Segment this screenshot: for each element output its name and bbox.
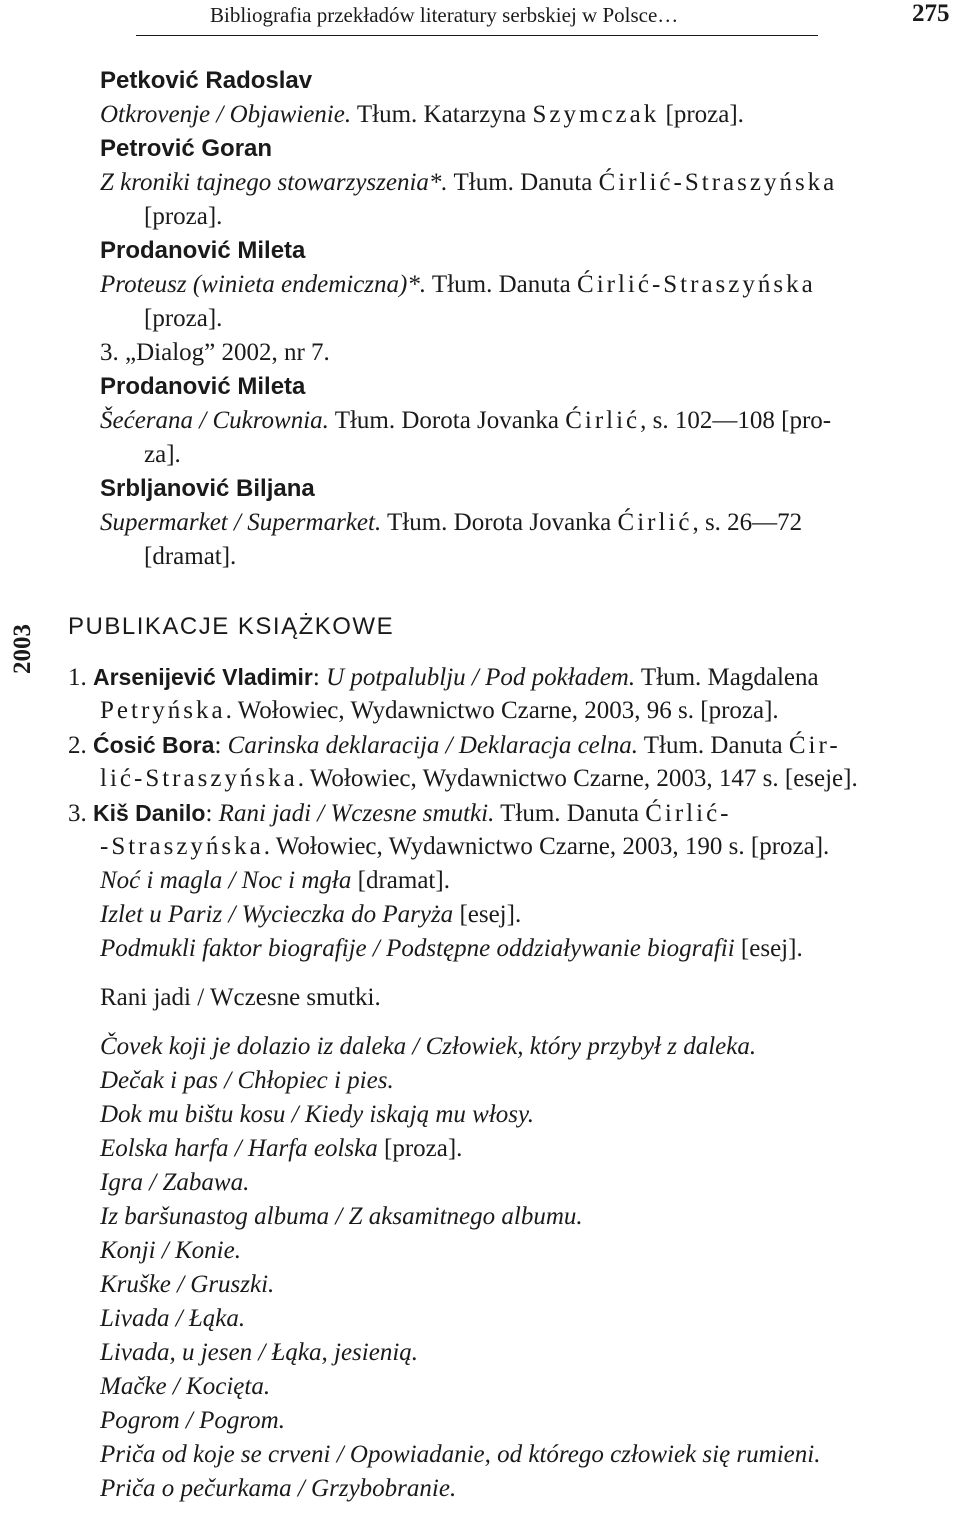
story-item: Dečak i pas / Chłopiec i pies. [100,1067,394,1094]
translator: Ćirlić- [645,800,732,827]
story-item: Priča o pečurkama / Grzybobranie. [100,1475,457,1502]
entry-citation: Proteusz (winieta endemiczna)*. Tłum. Danuta Ćirlić-Straszyńska [100,271,816,298]
entry-title: Šećerana / Cukrownia. [100,407,329,434]
entry-continuation: [dramat]. [144,543,237,570]
translator: lić-Straszyńska [100,765,298,792]
book-title: U potpalublju / Pod pokładem. [326,664,636,691]
year-tab: 2003 [9,624,36,674]
translator: Ćirlić-Straszyńska [598,169,838,196]
source-heading: 3. „Dialog” 2002, nr 7. [100,339,330,366]
story-item: Livada, u jesen / Łąka, jesienią. [100,1339,419,1366]
entry-continuation: [proza]. [144,203,223,230]
page-header [0,0,960,40]
story-item: Konji / Konie. [100,1237,241,1264]
entry-continuation: [proza]. [144,305,223,332]
story-item: Mačke / Kocięta. [100,1373,271,1400]
book-publication: -Straszyńska. Wołowiec, Wydawnictwo Czarne, 2003, 190 s. [proza]. [100,833,830,860]
entry-author: Prodanović Mileta [100,237,306,264]
translator: -Straszyńska [100,833,264,860]
book-publication: lić-Straszyńska. Wołowiec, Wydawnictwo Czarne, 2003, 147 s. [eseje]. [100,765,858,792]
section-title: PUBLIKACJE KSIĄŻKOWE [68,613,395,640]
translator: Ćir- [788,732,841,759]
running-title: Bibliografia przekładów literatury serbskiej w Polsce… [210,3,679,27]
content-item: Podmukli faktor biografije / Podstępne oddziaływanie biografii [esej]. [100,935,803,962]
book-publication: Petryńska. Wołowiec, Wydawnictwo Czarne, 2003, 96 s. [proza]. [100,697,779,724]
story-item: Dok mu bištu kosu / Kiedy iskają mu włosy. [100,1101,534,1128]
entry-title: Proteusz (winieta endemiczna)*. [100,271,427,298]
translator: Ćirlić [617,509,693,536]
book-author: Kiš Danilo [93,800,206,826]
book-entry: 1. Arsenijević Vladimir: U potpalublju / Pod pokładem. Tłum. Magdalena [68,664,819,691]
entry-author: Petković Radoslav [100,67,313,94]
book-entry: 2. Ćosić Bora: Carinska deklaracija / Deklaracja celna. Tłum. Danuta Ćir- [68,732,841,759]
story-item: Čovek koji je dolazio iz daleka / Człowiek, który przybył z daleka. [100,1033,757,1060]
story-item: Pogrom / Pogrom. [100,1407,285,1434]
story-item: Eolska harfa / Harfa eolska [proza]. [100,1135,463,1162]
story-item: Priča od koje se crveni / Opowiadanie, od którego człowiek się rumieni. [100,1441,821,1468]
content-item: Izlet u Pariz / Wycieczka do Paryża [esej]. [100,901,522,928]
entry-title: Supermarket / Supermarket. [100,509,382,536]
entry-title: Otkrovenje / Objawienie. [100,101,352,128]
translator: Petryńska [100,697,226,724]
book-author: Ćosić Bora [93,732,215,758]
subheading: Rani jadi / Wczesne smutki. [100,984,381,1011]
book-entry: 3. Kiš Danilo: Rani jadi / Wczesne smutki. Tłum. Danuta Ćirlić- [68,800,732,827]
entry-citation: Supermarket / Supermarket. Tłum. Dorota Jovanka Ćirlić, s. 26—72 [100,509,803,536]
book-title: Carinska deklaracija / Deklaracja celna. [227,732,638,759]
entry-author: Prodanović Mileta [100,373,306,400]
entry-citation: Z kroniki tajnego stowarzyszenia*. Tłum. Danuta Ćirlić-Straszyńska [100,169,838,196]
header-rule [136,35,818,36]
page-number: 275 [912,0,950,27]
content-item: Noć i magla / Noc i mgła [dramat]. [100,867,450,894]
story-item: Kruške / Gruszki. [100,1271,275,1298]
book-title: Rani jadi / Wczesne smutki. [218,800,495,827]
translator: Szymczak [532,101,660,128]
translator: Ćirlić-Straszyńska [577,271,816,298]
story-item: Livada / Łąka. [100,1305,246,1332]
book-author: Arsenijević Vladimir [93,664,313,690]
translator: Ćirlić [565,407,641,434]
entry-citation: Šećerana / Cukrownia. Tłum. Dorota Jovanka Ćirlić, s. 102—108 [pro- [100,407,832,434]
story-item: Iz baršunastog albuma / Z aksamitnego albumu. [100,1203,583,1230]
entry-continuation: za]. [144,441,181,468]
story-item: Igra / Zabawa. [100,1169,250,1196]
entry-citation: Otkrovenje / Objawienie. Tłum. Katarzyna Szymczak [proza]. [100,101,744,128]
entry-title: Z kroniki tajnego stowarzyszenia*. [100,169,448,196]
entry-author: Petrović Goran [100,135,273,162]
entry-author: Srbljanović Biljana [100,475,315,502]
